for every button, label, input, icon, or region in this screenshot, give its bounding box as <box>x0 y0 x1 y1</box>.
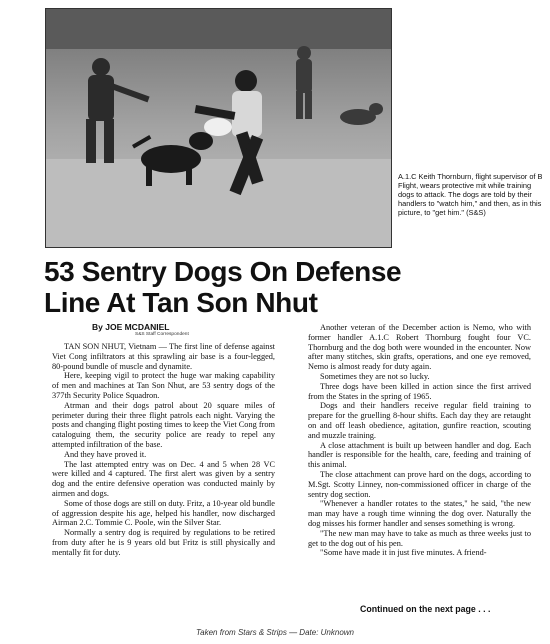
article-paragraph: Normally a sentry dog is required by regulations to be retired from duty after he is 9 years old but Fritz is still physically and mentally fit for duty. <box>52 528 275 557</box>
article-paragraph: "Whenever a handler rotates to the states," he said, "the new man may have a rough time winning the dog over. Naturally the dog misses his former handler and senses something is wrong. <box>308 499 531 528</box>
article-paragraph: Another veteran of the December action is Nemo, who with former handler A.1.C Robert Thornburg fought four VC. Thornburg and the dog both were wounded in the encounter. Now after many stitches, skin grafts, operations, and one eye removed, Nemo is almost ready for duty again. <box>308 323 531 372</box>
article-paragraph: And they have proved it. <box>64 449 147 459</box>
article-paragraph: The close attachment can prove hard on the dogs, according to M.Sgt. Scotty Linney, non-commissioned officer in charge of the sentry dog section. <box>308 469 531 499</box>
byline-author: By JOE MCDANIEL <box>92 322 170 332</box>
article-paragraph: Here, keeping vigil to protect the huge war making capability of men and machines at Tan Son Nhut, are 53 sentry dogs of the 377th Security Police Squadron. <box>52 371 275 400</box>
article-paragraph: Some of those dogs are still on duty. Fritz, a 10-year old bundle of aggression despite his age, helped his handler, now discharged Airman 2.C. Tommie C. Poole, win the Silver Star. <box>52 498 275 528</box>
article-paragraph: The last attempted entry was on Dec. 4 and 5 when 28 VC were killed and 4 captured. The first alert was given by a sentry dog and the entire defensive operation was conducted mainly by airmen and dogs. <box>52 459 275 498</box>
article-paragraph: Three dogs have been killed in action since the first arrived from the States in the spring of 1965. <box>308 381 531 401</box>
photo-caption: A.1.C Keith Thornburn, flight supervisor of B Flight, wears protective mit while training dogs to attack. The dogs are told by their handlers to "watch him," and then, as in this picture, to "get him." (S&S) <box>398 172 543 217</box>
article-left-column <box>52 342 275 558</box>
article-paragraph: Sometimes they are not so lucky. <box>320 371 430 381</box>
article-right-column <box>308 323 531 558</box>
headline <box>44 256 544 318</box>
article-paragraph: A close attachment is built up between handler and dog. Each handler is responsible for the health, care, feeding and training of this animal. <box>308 440 531 470</box>
article-paragraph: TAN SON NHUT, Vietnam — The first line of defense against Viet Cong infiltrators at this sprawling air base is a four-legged, 80-pound bundle of muscle and dynamite. <box>52 342 275 371</box>
headline-line-1: 53 Sentry Dogs On Defense <box>44 256 402 287</box>
article-photo <box>45 8 392 248</box>
dog-training-illustration <box>46 9 391 247</box>
headline-line-2: Line At Tan Son Nhut <box>44 287 318 318</box>
article-paragraph: "The new man may have to take as much as three weeks just to get to the dog out of his pen. <box>308 528 531 548</box>
byline-role: S&S Staff Correspondent <box>135 332 189 337</box>
article-paragraph: Atrman and their dogs patrol about 20 square miles of perimeter during their three flight patrols each night. Varying the posts and changing flight posting times to keep the Viet Cong from cataloguing them, the security police are ready to repel any attempted infiltration of the base. <box>52 400 275 449</box>
article-paragraph: "Some have made it in just five minutes. A friend- <box>320 548 487 558</box>
continued-link[interactable]: Continued on the next page . . . <box>360 604 491 614</box>
article-paragraph: Dogs and their handlers receive regular field training to prepare for the gruelling 8-hour shifts. Each day they are retaught on and off leash obedience, agitation, gunfire reaction, scouting and muzzle training. <box>308 401 531 440</box>
source-line: Taken from Stars & Strips — Date: Unknown <box>196 628 354 637</box>
